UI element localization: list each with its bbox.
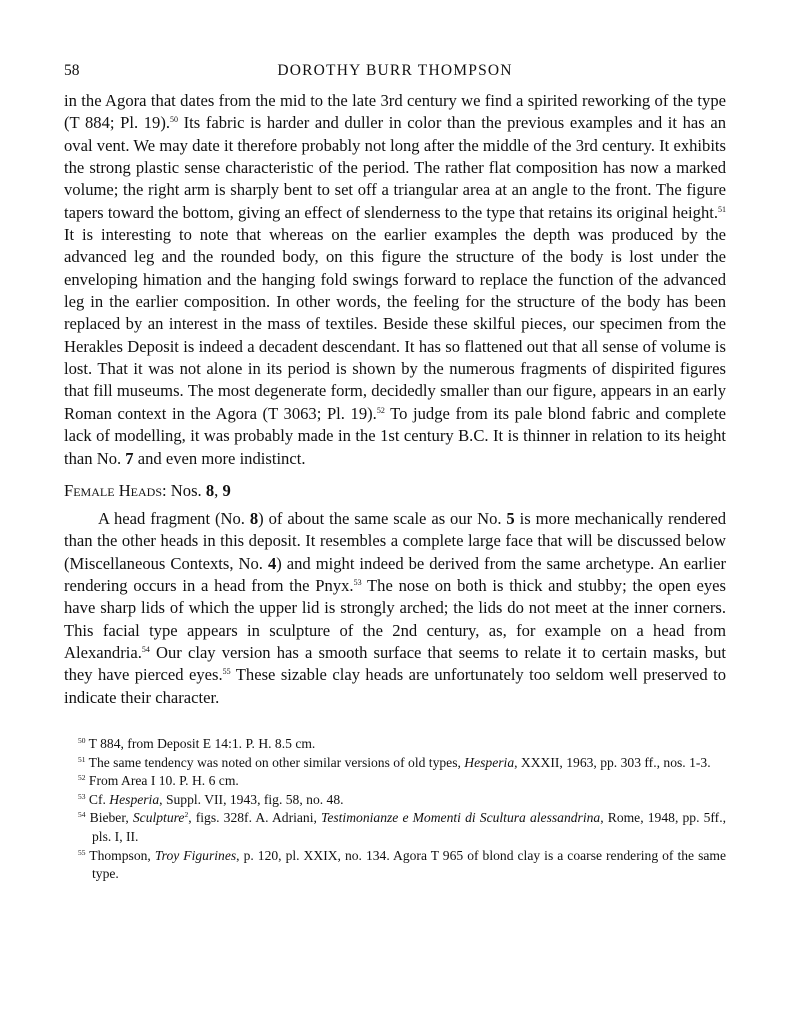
heading-colon: : [162, 480, 171, 500]
catalog-number: 8 [249, 508, 259, 528]
heading-sep: , [214, 480, 223, 500]
footnote-number: 55 [78, 847, 86, 857]
text-run: It is interesting to note that whereas on the earlier examples the depth was produced by the advanced leg and the rounded body, on this figure the structure of the body is lost under the enveloping himation and the hanging fold swings forward to replace the function of the advanced leg in the earlier composition. In other words, the feeling for the structure of the body has been replaced by an interest in the mass of textiles. Beside these skilful pieces, our specimen from the Herakles Deposit is indeed a decadent descendant. It has so flattened out that all sense of volume is lost. That it was not alone in its period is shown by the numerous fragments of dispirited figures that fill museums. The most degenerate form, decidedly smaller than our figure, appears in an early Roman context in the Agora (T 3063; Pl. 19). [64, 225, 726, 423]
footnote-text: From Area I 10. P. H. 6 cm. [85, 773, 239, 789]
catalog-number: 5 [506, 508, 515, 528]
footnote-text: T 884, from Deposit E 14:1. P. H. 8.5 cm. [85, 735, 316, 751]
page-header [64, 60, 726, 90]
footnote-text: Thompson, [85, 847, 155, 863]
footnote-text: , p. 120, pl. XXIX, no. 134. Agora T 965 of blond clay is a coarse rendering of the same type. [92, 847, 727, 882]
body-text [64, 90, 726, 709]
footnote-55 [78, 847, 726, 884]
footnote-text: The same tendency was noted on other similar versions of old types, [85, 754, 465, 770]
footnote-52 [78, 772, 726, 791]
journal-title: Hesperia [464, 754, 515, 770]
footnote-text: , figs. 328f. A. Adriani, [188, 810, 322, 826]
text-run: ) and might indeed be derived from the same archetype. An earlier rendering occurs in a head from the Pnyx. [64, 553, 726, 595]
footnote-text: , Rome, 1948, pp. 5ff., pls. I, II. [92, 810, 726, 844]
catalog-number: 4 [267, 553, 277, 573]
text-run: To judge from its pale blond fabric and complete lack of modelling, it was probably made in the 1st century [64, 403, 726, 446]
paragraph-1 [64, 90, 726, 470]
footnote-54 [78, 809, 726, 846]
footnote-text: , Suppl. VII, 1943, fig. 58, no. 48. [159, 791, 344, 807]
footnote-number: 51 [78, 754, 86, 764]
catalog-number: 8 [205, 480, 215, 500]
text-run: and even more indistinct. [133, 448, 306, 468]
footnote-ref-50[interactable]: 50 [170, 115, 178, 125]
footnote-text: Bieber, [85, 810, 133, 826]
running-head: DOROTHY BURR THOMPSON [277, 62, 513, 79]
text-run: Its fabric is harder and duller in color than the previous examples and it has an oval vent. We may date it therefore probably not long after the middle of the 3rd century. It exhibits the strong plastic sense characteristic of the period. The rather flat composition has now a marked volume; the right arm is sharply bent to set off a triangular area at an angle to the front. The figure tapers toward the bottom, giving an effect of slenderness to the type that retains its original height. [64, 113, 726, 222]
page [64, 60, 726, 884]
text-run: in the Agora that dates from the mid to the late 3rd century we find a spirited reworking of the type (T 884; Pl. 19). [64, 91, 726, 133]
catalog-number: 9 [222, 480, 231, 500]
page-number: 58 [64, 62, 80, 79]
journal-title: Hesperia [109, 791, 160, 807]
book-title: Sculpture [132, 810, 185, 826]
paragraph-2 [64, 508, 726, 709]
text-run: is more mechanically rendered than the other heads in this deposit. It resembles a complete large face that will be discussed below (Miscellaneous Contexts, No. [64, 508, 726, 573]
footnote-number: 50 [78, 735, 86, 745]
heading-nos: Nos. [170, 480, 206, 500]
footnote-ref-55[interactable]: 55 [222, 667, 231, 677]
footnote-ref-54[interactable]: 54 [141, 644, 150, 654]
text-run: Our clay version has a smooth surface that seems to relate it to certain masks, but they have pierced eyes. [64, 642, 726, 685]
edition-superscript: 2 [184, 810, 189, 820]
footnote-53 [78, 791, 726, 810]
footnote-50 [78, 735, 726, 754]
heading-label: Female Heads [64, 480, 163, 500]
footnote-number: 54 [78, 810, 86, 820]
section-heading [64, 480, 726, 502]
footnote-number: 52 [78, 773, 86, 783]
footnotes [64, 735, 726, 884]
text-run: These sizable clay heads are unfortunately too seldom well preserved to indicate their character. [64, 665, 727, 707]
footnote-ref-52[interactable]: 52 [376, 405, 385, 415]
footnote-text: , XXXII, 1963, pp. 303 ff., nos. 1-3. [514, 754, 711, 770]
text-run: It is thinner in relation to its height than No. [64, 426, 727, 468]
footnote-text: Cf. [85, 791, 110, 807]
footnote-51 [78, 754, 726, 773]
footnote-number: 53 [78, 791, 86, 801]
text-run: ) of about the same scale as our No. [258, 508, 507, 528]
era-label: B.C. [458, 426, 489, 446]
footnote-ref-51[interactable]: 51 [718, 204, 726, 214]
book-title: Troy Figurines [154, 847, 237, 863]
footnote-ref-53[interactable]: 53 [353, 577, 362, 587]
catalog-number: 7 [125, 448, 134, 468]
text-run: The nose on both is thick and stubby; the open eyes have sharp lids of which the upper lid is strongly arched; the lids do not meet at the inner corners. This facial type appears in sculpture of the 2nd century, as, for example on a head from Alexandria. [64, 575, 726, 662]
book-title: Testimonianze e Momenti di Scultura alessandrina [321, 810, 601, 826]
text-run: A head fragment (No. [98, 508, 250, 528]
